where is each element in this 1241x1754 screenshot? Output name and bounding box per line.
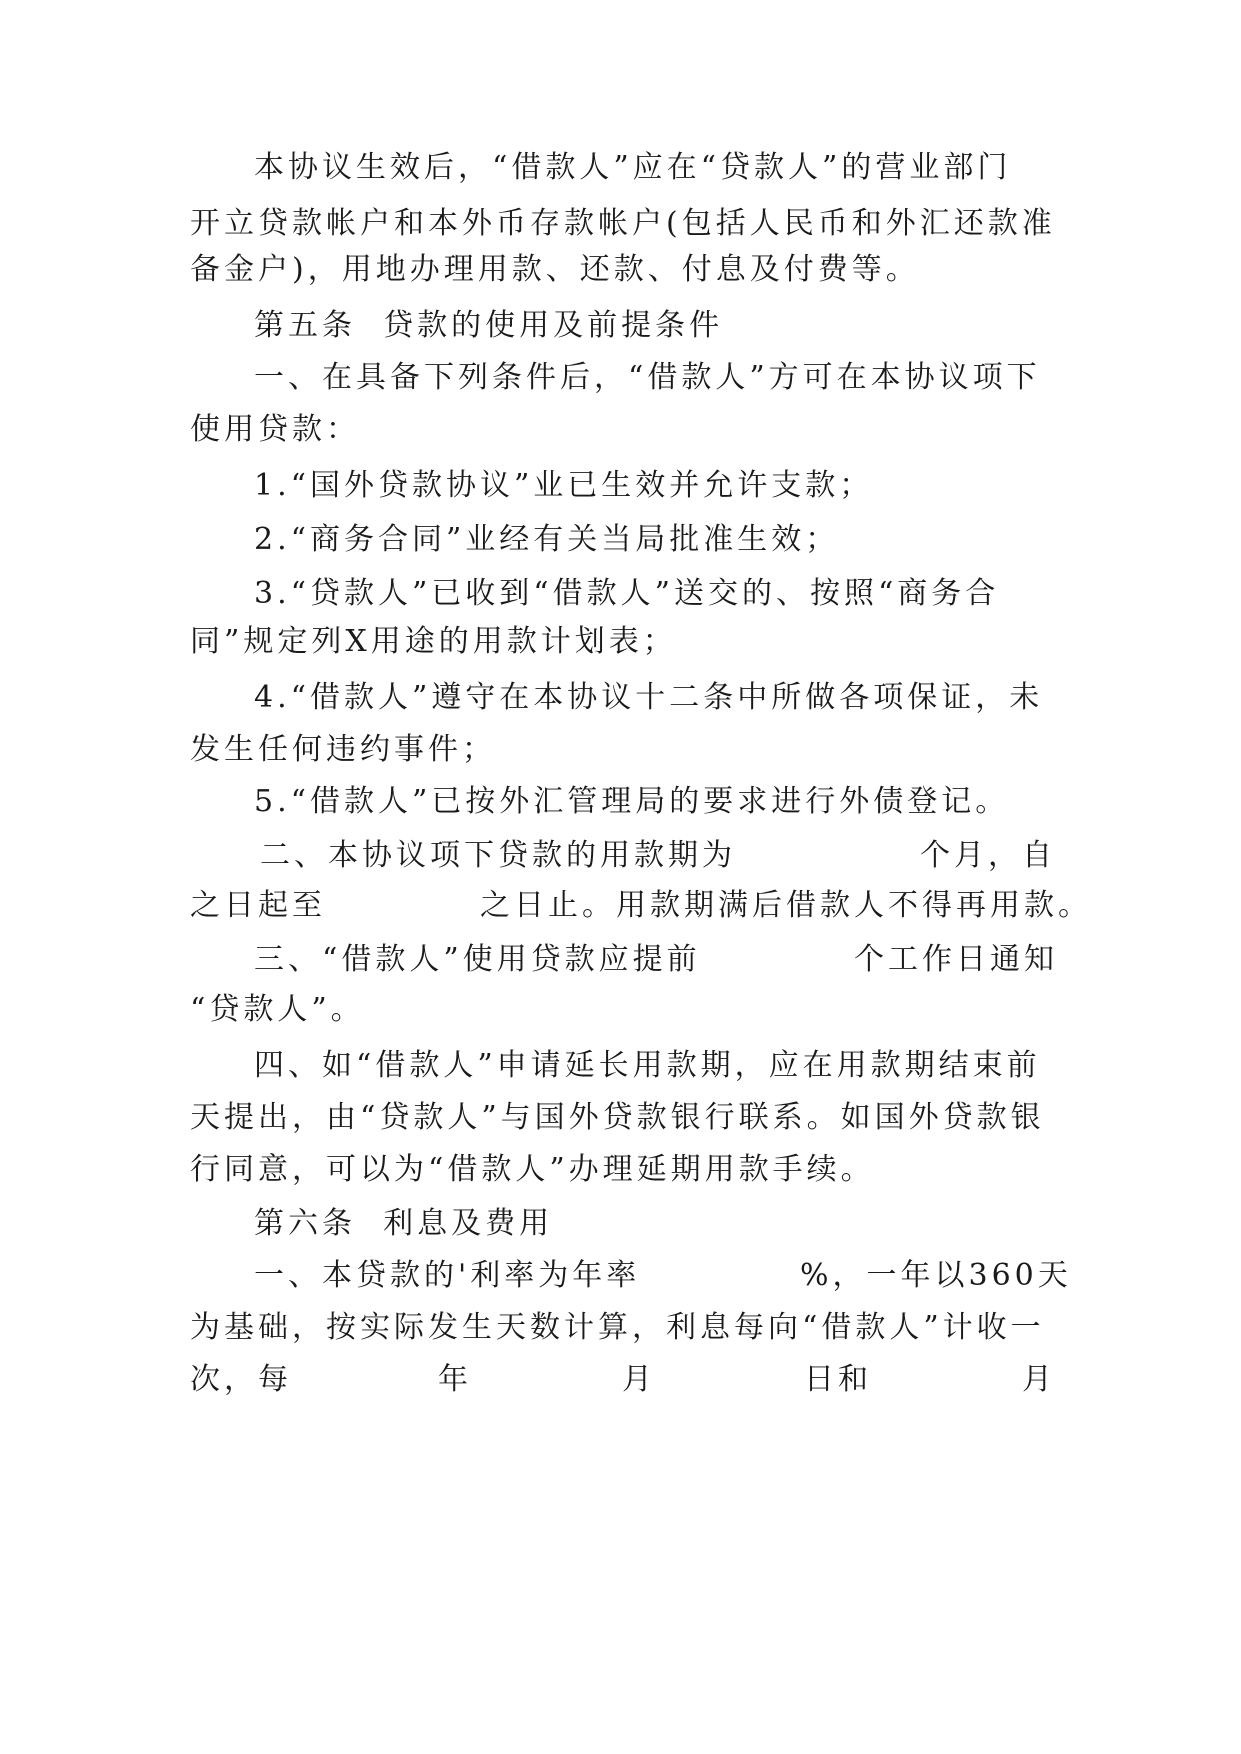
paragraph-line: 开立贷款帐户和本外币存款帐户(包括人民币和外汇还款准 bbox=[190, 206, 1056, 241]
date-fill-year: 年 bbox=[438, 1362, 472, 1397]
paragraph-line-end: 个月，自 bbox=[920, 838, 1056, 873]
paragraph-line: 一、在具备下列条件后，“借款人”方可在本协议项下 bbox=[254, 360, 1041, 395]
article-heading: 第五条 贷款的使用及前提条件 bbox=[254, 308, 724, 343]
list-item-continuation: 同”规定列X用途的用款计划表； bbox=[190, 624, 677, 659]
list-item-continuation: 发生任何违约事件； bbox=[190, 732, 496, 767]
paragraph-line: “贷款人”。 bbox=[190, 992, 365, 1027]
list-item: 3.“贷款人”已收到“借款人”送交的、按照“商务合 bbox=[254, 576, 1000, 611]
paragraph-line: 使用贷款： bbox=[190, 412, 360, 447]
article-heading: 第六条 利息及费用 bbox=[254, 1206, 554, 1241]
paragraph-line-end: 个工作日通知 bbox=[854, 942, 1058, 977]
list-item: 2.“商务合同”业经有关当局批准生效； bbox=[254, 522, 840, 557]
paragraph-line: 行同意，可以为“借款人”办理延期用款手续。 bbox=[190, 1152, 875, 1187]
paragraph-line: 为基础，按实际发生天数计算，利息每向“借款人”计收一 bbox=[190, 1310, 1045, 1345]
paragraph-line-start: 三、“借款人”使用贷款应提前 bbox=[254, 942, 701, 977]
paragraph-line-start: 一、本贷款的'利率为年率 bbox=[254, 1258, 641, 1293]
date-fill-prefix: 次，每 bbox=[190, 1362, 292, 1397]
paragraph-line: 备金户)，用地办理用款、还款、付息及付费等。 bbox=[190, 252, 920, 287]
paragraph-line-end: 之日止。用款期满后借款人不得再用款。 bbox=[480, 888, 1092, 923]
paragraph-line: 本协议生效后，“借款人”应在“贷款人”的营业部门 bbox=[254, 150, 1012, 185]
paragraph-line: 天提出，由“贷款人”与国外贷款银行联系。如国外贷款银 bbox=[190, 1100, 1045, 1135]
paragraph-line: 四、如“借款人”申请延长用款期，应在用款期结束前 bbox=[254, 1048, 1041, 1083]
list-item: 1.“国外贷款协议”业已生效并允许支款； bbox=[254, 468, 874, 503]
list-item: 4.“借款人”遵守在本协议十二条中所做各项保证，未 bbox=[254, 680, 1044, 715]
paragraph-line-end: %，一年以360天 bbox=[800, 1258, 1072, 1293]
date-fill-month-2: 月 bbox=[1022, 1362, 1056, 1397]
date-fill-month: 月 bbox=[622, 1362, 656, 1397]
paragraph-line-start: 二、本协议项下贷款的用款期为 bbox=[260, 838, 736, 873]
date-fill-day: 日和 bbox=[804, 1362, 872, 1397]
list-item: 5.“借款人”已按外汇管理局的要求进行外债登记。 bbox=[254, 784, 1010, 819]
paragraph-line-start: 之日起至 bbox=[190, 888, 326, 923]
